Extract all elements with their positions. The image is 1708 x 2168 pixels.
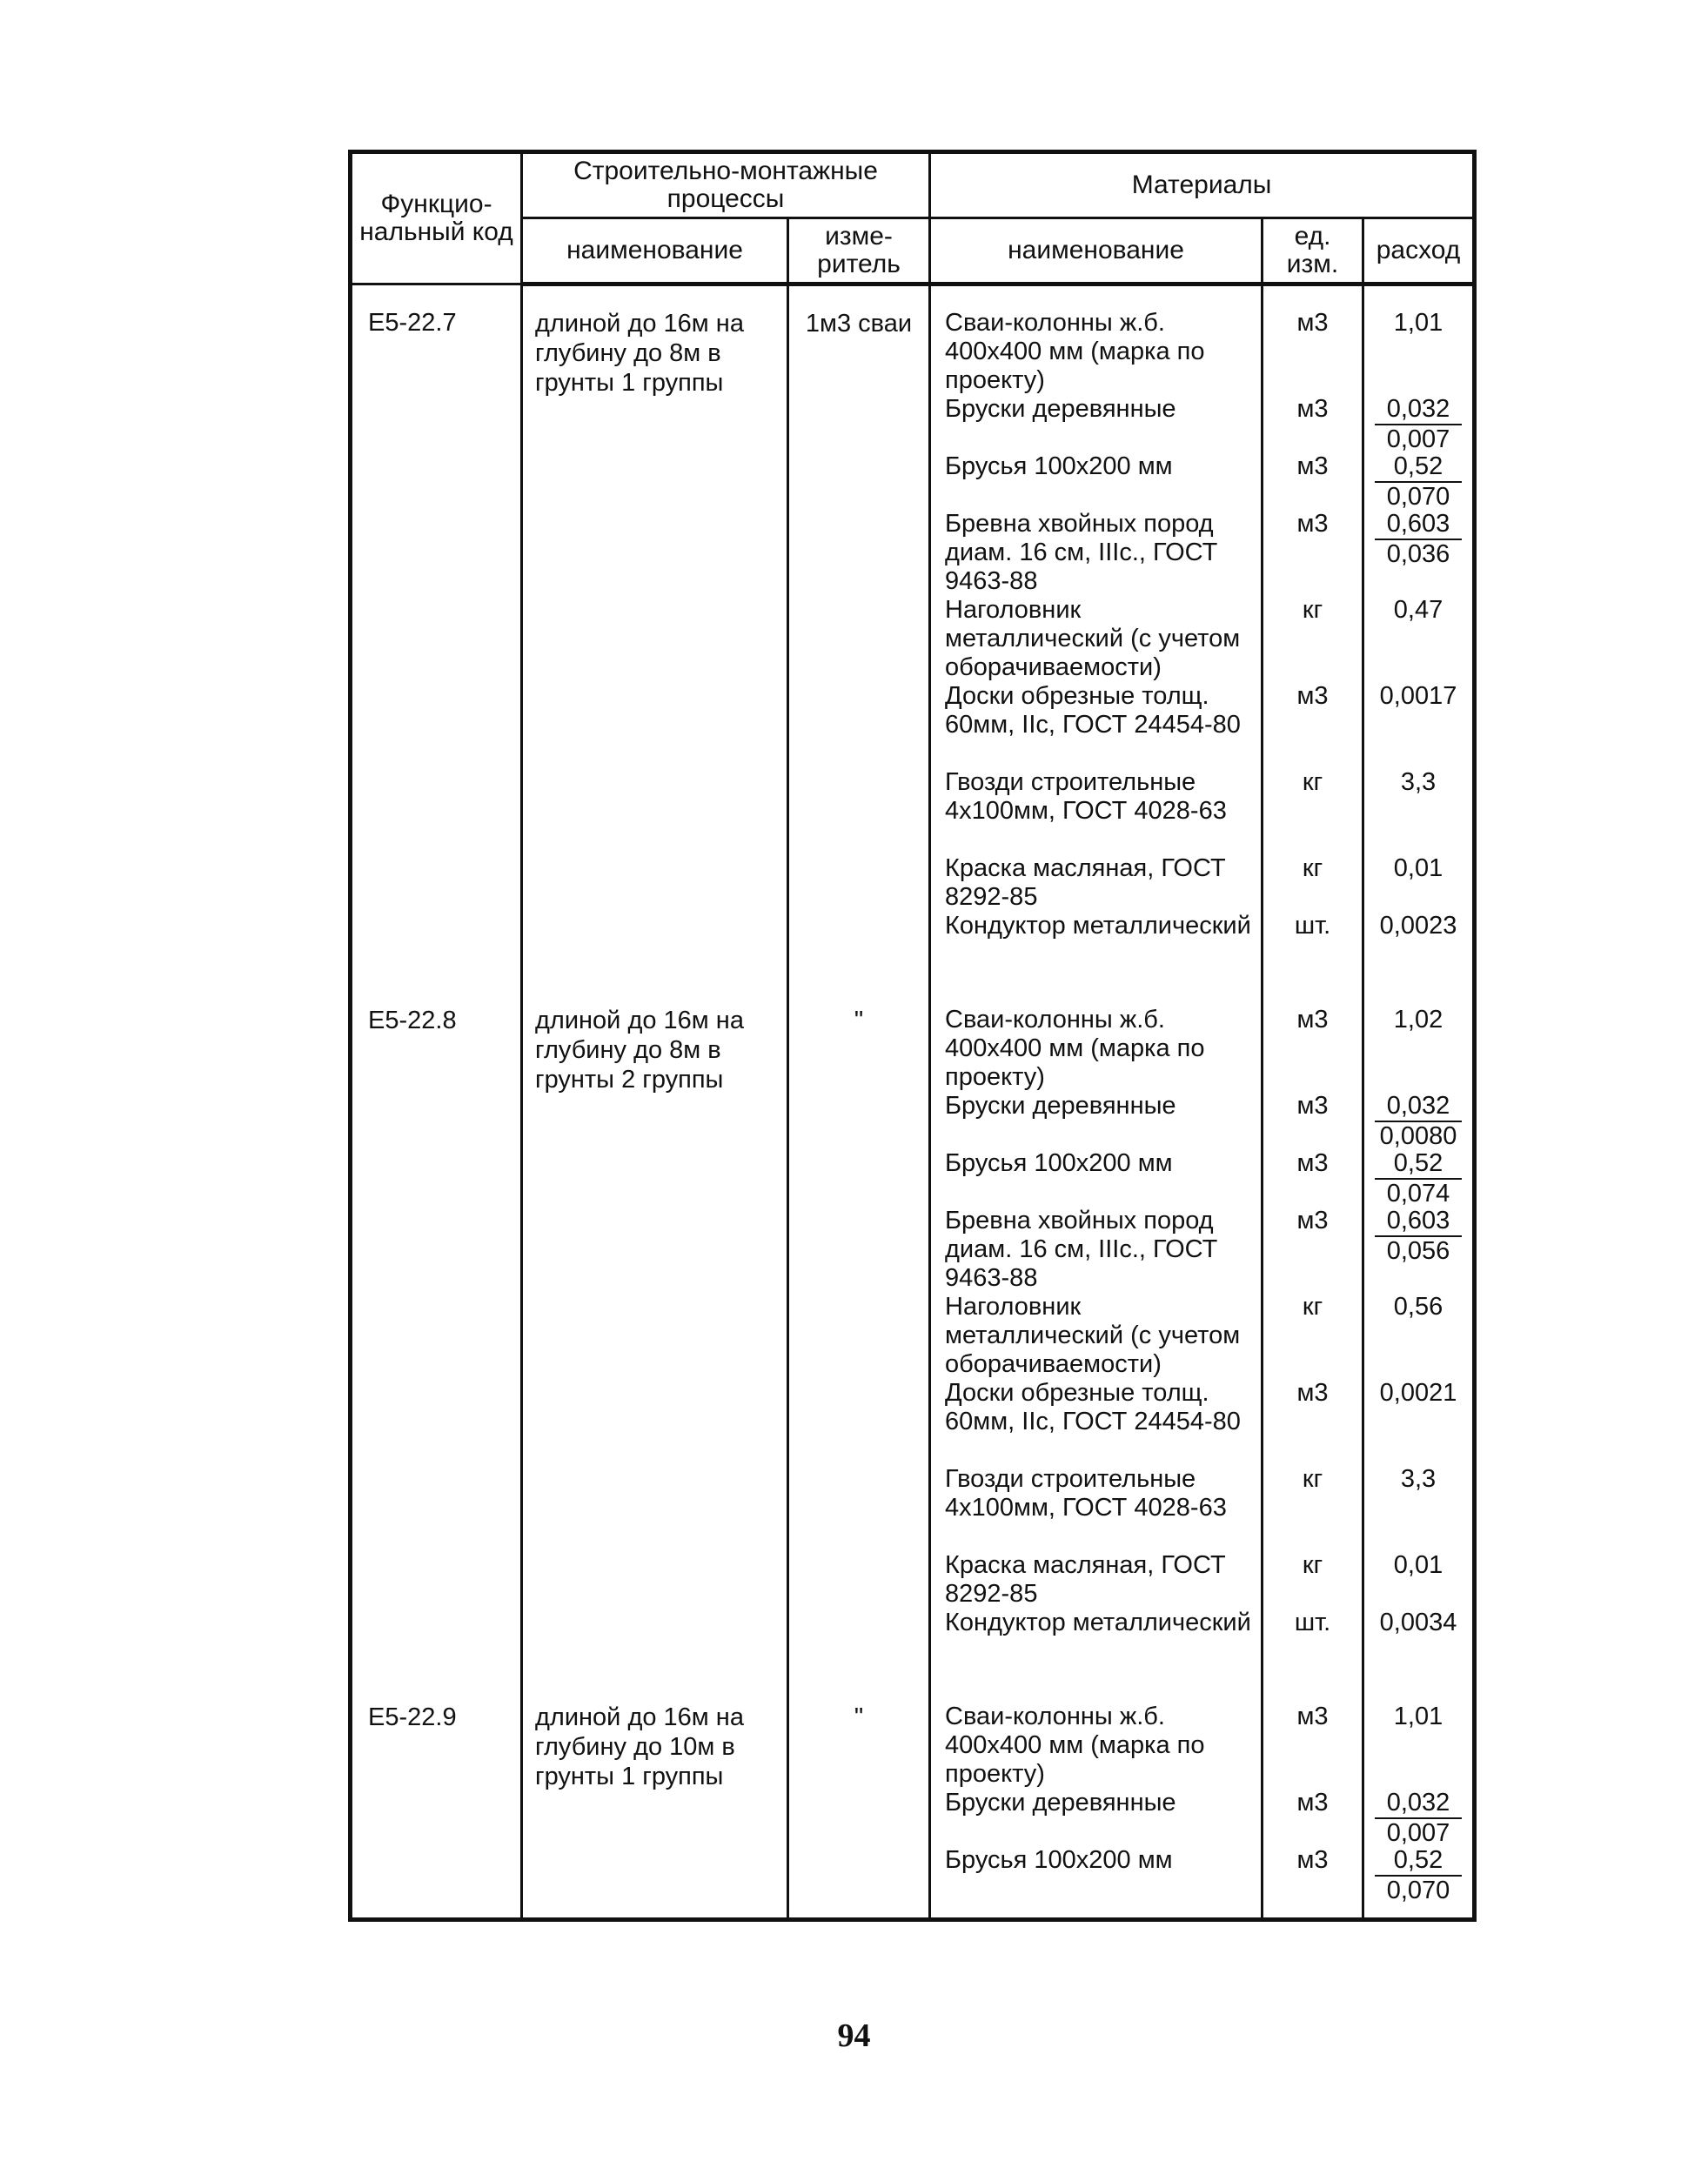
material-qty (1364, 395, 1472, 452)
process-cell: длиной до 16м на глубину до 10м в грунты 1 группы (522, 1680, 788, 1920)
material-unit: м3 (1296, 1092, 1329, 1120)
material-unit: кг (1302, 1551, 1323, 1579)
header-proc-measure: изме-ритель (788, 218, 930, 284)
material-name: Сваи-колонны ж.б. 400х400 мм (марка по проекту) (945, 1006, 1205, 1091)
qty-denominator: 0,074 (1386, 1180, 1450, 1208)
material-unit: кг (1302, 768, 1323, 796)
material-name: Бруски деревянные (945, 395, 1176, 423)
material-qty (1364, 1092, 1472, 1149)
header-mat-unit: ед. изм. (1263, 218, 1363, 284)
qty-denominator: 0,036 (1386, 540, 1450, 568)
units-cell (1263, 1680, 1363, 1920)
material-qty: 0,0017 (1379, 682, 1457, 710)
code-cell: Е5-22.9 (351, 1680, 522, 1920)
material-unit: м3 (1296, 1789, 1329, 1817)
material-unit: кг (1302, 1293, 1323, 1321)
units-cell (1263, 284, 1363, 984)
quantities-cell (1363, 1680, 1475, 1920)
header-mat-name: наименование (930, 218, 1263, 284)
material-name: Гвозди строительные 4х100мм, ГОСТ 4028-63 (945, 768, 1227, 825)
material-unit: м3 (1296, 1703, 1329, 1730)
material-unit: м3 (1296, 1006, 1329, 1034)
material-unit: м3 (1296, 1207, 1329, 1235)
qty-numerator: 0,52 (1375, 1846, 1462, 1877)
material-qty: 3,3 (1400, 1465, 1437, 1493)
quantities-cell (1363, 983, 1475, 1680)
material-name: Брусья 100х200 мм (945, 452, 1173, 480)
material-unit: кг (1302, 596, 1323, 624)
material-qty: 1,02 (1393, 1006, 1443, 1034)
qty-denominator: 0,007 (1386, 1819, 1450, 1847)
material-unit: м3 (1296, 510, 1329, 538)
material-unit: м3 (1296, 682, 1329, 710)
qty-numerator: 0,52 (1375, 1149, 1462, 1180)
table-row (351, 983, 1475, 1680)
material-qty: 1,01 (1393, 1703, 1443, 1730)
material-unit: м3 (1296, 1149, 1329, 1177)
qty-denominator: 0,070 (1386, 483, 1450, 511)
material-unit: м3 (1296, 395, 1329, 423)
material-name: Брусья 100х200 мм (945, 1149, 1173, 1177)
material-name: Наголовник металлический (с учетом оборачиваемости) (945, 596, 1241, 681)
qty-denominator: 0,056 (1386, 1237, 1450, 1265)
material-name: Бруски деревянные (945, 1092, 1176, 1120)
material-qty (1364, 1789, 1472, 1846)
header-mat-qty: расход (1363, 218, 1475, 284)
table-row (351, 284, 1475, 984)
units-cell (1263, 983, 1363, 1680)
material-name: Бревна хвойных пород диам. 16 см, IIIс., ГОСТ 9463-88 (945, 510, 1218, 595)
material-qty (1364, 510, 1472, 596)
material-unit: м3 (1296, 1379, 1329, 1407)
material-name: Краска масляная, ГОСТ 8292-85 (945, 854, 1226, 911)
material-name: Сваи-колонны ж.б. 400х400 мм (марка по проекту) (945, 1703, 1205, 1788)
material-qty: 1,01 (1393, 309, 1443, 337)
qty-numerator: 0,032 (1375, 1092, 1462, 1122)
material-unit: шт. (1294, 1609, 1331, 1636)
material-unit: шт. (1294, 912, 1331, 940)
code-cell: Е5-22.7 (351, 284, 522, 984)
norms-table (348, 150, 1477, 1922)
material-qty: 0,56 (1393, 1293, 1443, 1321)
material-qty: 0,47 (1393, 596, 1443, 624)
material-qty: 0,0034 (1379, 1609, 1457, 1636)
process-cell: длиной до 16м на глубину до 8м в грунты 1 группы (522, 284, 788, 984)
material-name: Наголовник металлический (с учетом оборачиваемости) (945, 1293, 1241, 1378)
material-unit: м3 (1296, 309, 1329, 337)
qty-numerator: 0,603 (1375, 510, 1462, 540)
quantities-cell (1363, 284, 1475, 984)
material-name: Бруски деревянные (945, 1789, 1176, 1817)
material-name: Доски обрезные толщ. 60мм, IIс, ГОСТ 24454-80 (945, 1379, 1241, 1435)
material-unit: кг (1302, 854, 1323, 882)
material-name: Брусья 100х200 мм (945, 1846, 1173, 1874)
header-func-code: Функцио-нальный код (351, 152, 522, 284)
material-name: Краска масляная, ГОСТ 8292-85 (945, 1551, 1226, 1608)
page-number: 94 (837, 2017, 871, 2054)
material-qty: 0,01 (1393, 1551, 1443, 1579)
measure-cell: " (788, 1680, 930, 1920)
material-unit: м3 (1296, 1846, 1329, 1874)
table-row (351, 1680, 1475, 1920)
header-processes: Строительно-монтажные процессы (522, 152, 930, 218)
material-qty (1364, 1846, 1472, 1904)
qty-denominator: 0,070 (1386, 1877, 1450, 1904)
material-unit: м3 (1296, 452, 1329, 480)
header-materials: Материалы (930, 152, 1475, 218)
material-qty: 0,0021 (1379, 1379, 1457, 1407)
measure-cell: 1м3 сваи (788, 284, 930, 984)
qty-denominator: 0,0080 (1379, 1122, 1457, 1150)
material-qty (1364, 452, 1472, 510)
material-unit: кг (1302, 1465, 1323, 1493)
header-proc-name: наименование (522, 218, 788, 284)
material-names-cell (930, 1680, 1263, 1920)
qty-numerator: 0,032 (1375, 1789, 1462, 1819)
qty-numerator: 0,032 (1375, 395, 1462, 425)
material-qty (1364, 1149, 1472, 1207)
process-cell: длиной до 16м на глубину до 8м в грунты 2 группы (522, 983, 788, 1680)
material-names-cell (930, 284, 1263, 984)
material-name: Бревна хвойных пород диам. 16 см, IIIс., ГОСТ 9463-88 (945, 1207, 1218, 1292)
material-qty: 0,01 (1393, 854, 1443, 882)
table-body (351, 284, 1475, 1920)
material-names-cell (930, 983, 1263, 1680)
qty-numerator: 0,603 (1375, 1207, 1462, 1237)
measure-cell: " (788, 983, 930, 1680)
qty-numerator: 0,52 (1375, 452, 1462, 483)
material-name: Кондуктор металлический (945, 912, 1251, 940)
material-name: Доски обрезные толщ. 60мм, IIс, ГОСТ 24454-80 (945, 682, 1241, 739)
qty-denominator: 0,007 (1386, 425, 1450, 453)
material-name: Сваи-колонны ж.б. 400х400 мм (марка по проекту) (945, 309, 1205, 394)
code-cell: Е5-22.8 (351, 983, 522, 1680)
material-name: Кондуктор металлический (945, 1609, 1251, 1636)
material-qty: 0,0023 (1379, 912, 1457, 940)
material-qty (1364, 1207, 1472, 1293)
material-name: Гвозди строительные 4х100мм, ГОСТ 4028-63 (945, 1465, 1227, 1522)
material-qty: 3,3 (1400, 768, 1437, 796)
